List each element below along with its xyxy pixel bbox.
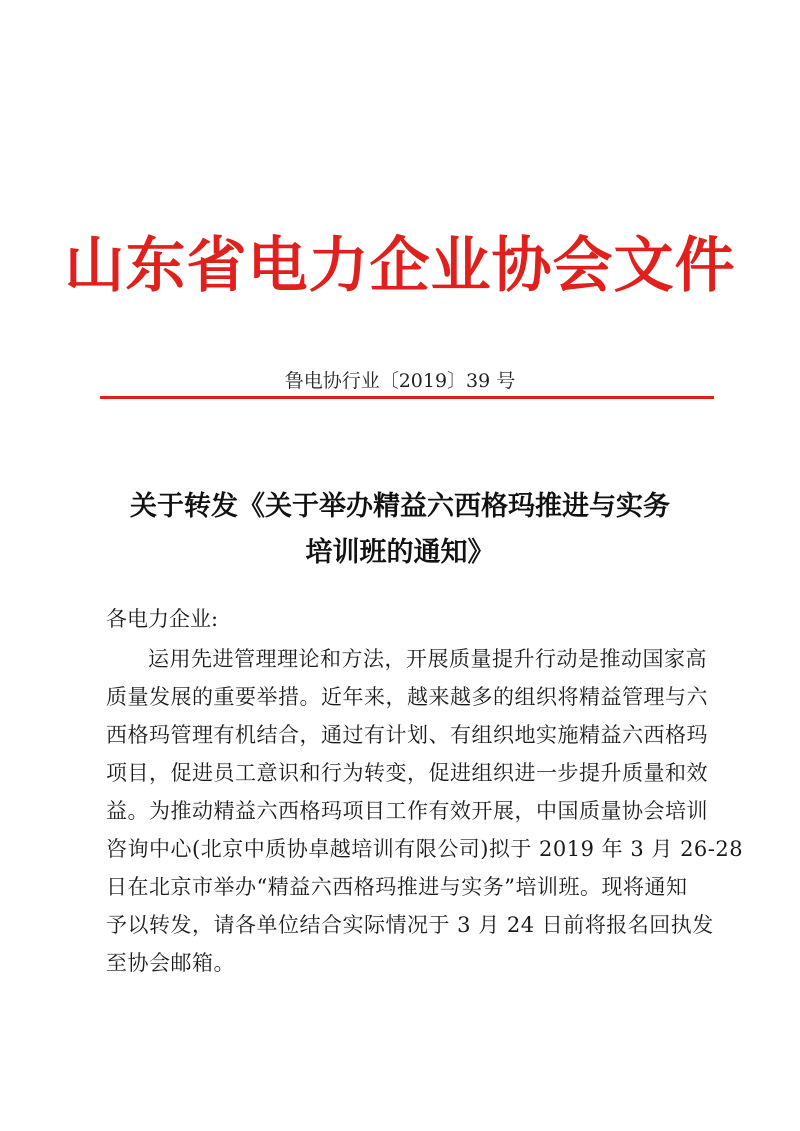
document-title bbox=[80, 484, 720, 576]
body-line: 运用先进管理理论和方法，开展质量提升行动是推动国家高 bbox=[148, 647, 707, 671]
body-line: 西格玛管理有机结合，通过有计划、有组织地实施精益六西格玛 bbox=[106, 723, 708, 747]
document-body bbox=[106, 640, 744, 982]
body-line: 咨询中心(北京中质协卓越培训有限公司)拟于 2019 年 3 月 26-28 bbox=[106, 837, 744, 861]
body-line: 益。为推动精益六西格玛项目工作有效开展，中国质量协会培训 bbox=[106, 799, 708, 823]
body-line: 项目，促进员工意识和行为转变，促进组织进一步提升质量和效 bbox=[106, 761, 708, 785]
red-divider-line bbox=[100, 396, 714, 399]
title-line-2: 培训班的通知》 bbox=[305, 537, 495, 568]
salutation: 各电力企业: bbox=[106, 607, 219, 631]
body-line: 予以转发，请各单位结合实际情况于 3 月 24 日前将报名回执发 bbox=[106, 913, 714, 937]
body-line: 日在北京市举办“精益六西格玛推进与实务”培训班。现将通知 bbox=[106, 875, 688, 899]
body-line: 至协会邮箱。 bbox=[106, 951, 235, 975]
document-number: 鲁电协行业〔2019〕39 号 bbox=[284, 370, 516, 392]
document-masthead: 山东省电力企业协会文件 bbox=[64, 231, 736, 301]
title-line-1: 关于转发《关于举办精益六西格玛推进与实务 bbox=[130, 491, 670, 522]
body-line: 质量发展的重要举措。近年来，越来越多的组织将精益管理与六 bbox=[106, 685, 708, 709]
